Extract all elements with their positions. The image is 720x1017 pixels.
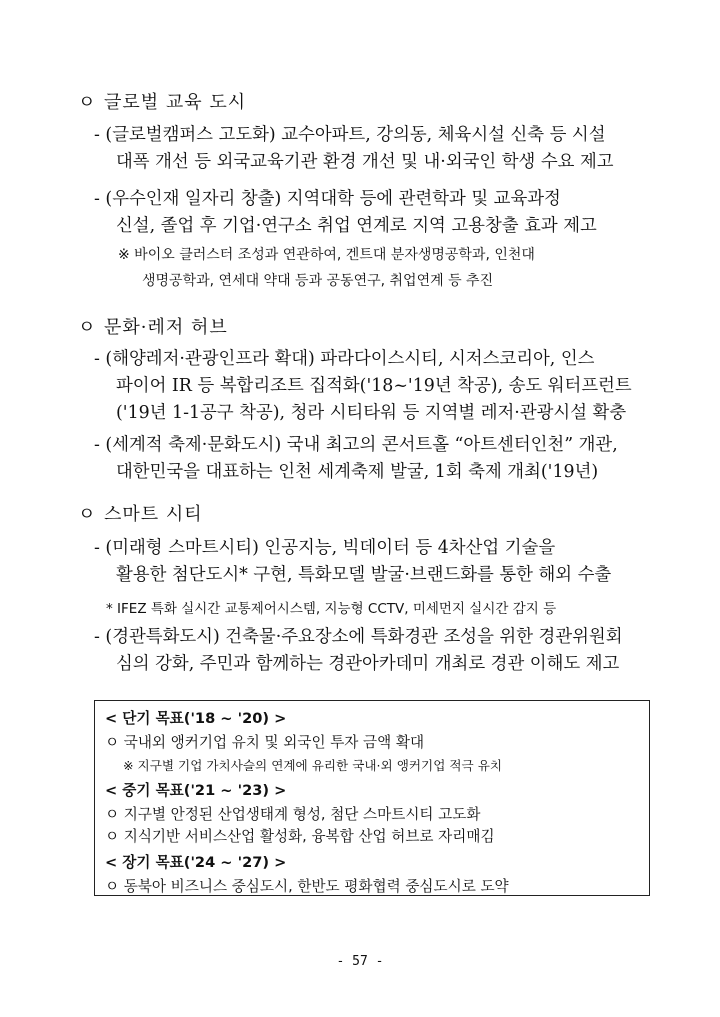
paragraph-global-campus: [94, 122, 654, 176]
paragraph-line: 활용한 첨단도시* 구현, 특화모델 발굴·브랜드화를 통한 해외 수출: [116, 565, 612, 585]
goals-box: [94, 700, 650, 896]
page-number: - 57 -: [336, 954, 384, 969]
short-term-note: ※ 지구별 기업 가치사슬의 연계에 유리한 국내·외 앵커기업 적극 유치: [123, 758, 503, 773]
section-title: 스마트 시티: [104, 504, 203, 525]
bullet-circle: ㅇ: [78, 317, 97, 338]
section-heading-global-education: [78, 88, 246, 114]
long-term-item: ㅇ 동북아 비즈니스 중심도시, 한반도 평화협력 중심도시로 도약: [105, 878, 509, 895]
note-line: 생명공학과, 연세대 약대 등과 공동연구, 취업연계 등 추진: [142, 273, 494, 289]
bullet-circle: ㅇ: [78, 504, 97, 525]
paragraph-talent-jobs: [94, 186, 654, 240]
paragraph-line: - (경관특화도시) 건축물·주요장소에 특화경관 조성을 위한 경관위원회: [94, 627, 623, 647]
short-term-item: ㅇ 국내외 앵커기업 유치 및 외국인 투자 금액 확대: [105, 734, 425, 751]
paragraph-line: ('19년 1-1공구 착공), 청라 시티타워 등 지역별 레저·관광시설 확충: [116, 403, 627, 423]
mid-term-item: ㅇ 지구별 안정된 산업생태계 형성, 첨단 스마트시티 고도화: [105, 806, 481, 823]
footnote-ifez: * IFEZ 특화 실시간 교통제어시스템, 지능형 CCTV, 미세먼지 실시간 감지 등: [106, 601, 557, 617]
paragraph-line: - (우수인재 일자리 창출) 지역대학 등에 관련학과 및 교육과정: [94, 189, 561, 209]
paragraph-festival-city: [94, 432, 654, 486]
paragraph-line: - (세계적 축제·문화도시) 국내 최고의 콘서트홀 “아트센터인천” 개관,: [94, 435, 618, 455]
paragraph-line: 대한민국을 대표하는 인천 세계축제 발굴, 1회 축제 개최('19년): [116, 462, 599, 482]
section-heading-culture-leisure: [78, 313, 228, 339]
paragraph-line: - (해양레저·관광인프라 확대) 파라다이스시티, 시저스코리아, 인스: [94, 349, 595, 369]
paragraph-line: 대폭 개선 등 외국교육기관 환경 개선 및 내·외국인 학생 수요 제고: [116, 152, 614, 172]
short-term-heading: < 단기 목표('18 ~ '20) >: [105, 710, 287, 727]
bullet-circle: ㅇ: [78, 92, 97, 113]
paragraph-marine-leisure: [94, 346, 654, 427]
paragraph-line: 신설, 졸업 후 기업·연구소 취업 연계로 지역 고용창출 효과 제고: [116, 216, 597, 236]
paragraph-line: 파이어 IR 등 복합리조트 집적화('18~'19년 착공), 송도 워터프런트: [116, 376, 632, 396]
paragraph-line: 심의 강화, 주민과 함께하는 경관아카데미 개최로 경관 이해도 제고: [116, 654, 620, 674]
paragraph-landscape-city: [94, 624, 654, 678]
mid-term-heading: < 중기 목표('21 ~ '23) >: [105, 782, 287, 799]
paragraph-future-smart-city: [94, 535, 654, 589]
note-bio-cluster: [118, 242, 648, 294]
mid-term-item: ㅇ 지식기반 서비스산업 활성화, 융복합 산업 허브로 자리매김: [105, 828, 495, 845]
long-term-heading: < 장기 목표('24 ~ '27) >: [105, 854, 287, 871]
paragraph-line: - (미래형 스마트시티) 인공지능, 빅데이터 등 4차산업 기술을: [94, 538, 556, 558]
section-heading-smart-city: [78, 500, 203, 526]
section-title: 문화·레저 허브: [104, 317, 228, 338]
note-line: ※ 바이오 클러스터 조성과 연관하여, 겐트대 분자생명공학과, 인천대: [118, 247, 535, 263]
paragraph-line: - (글로벌캠퍼스 고도화) 교수아파트, 강의동, 체육시설 신축 등 시설: [94, 125, 606, 145]
section-title: 글로벌 교육 도시: [104, 92, 247, 113]
